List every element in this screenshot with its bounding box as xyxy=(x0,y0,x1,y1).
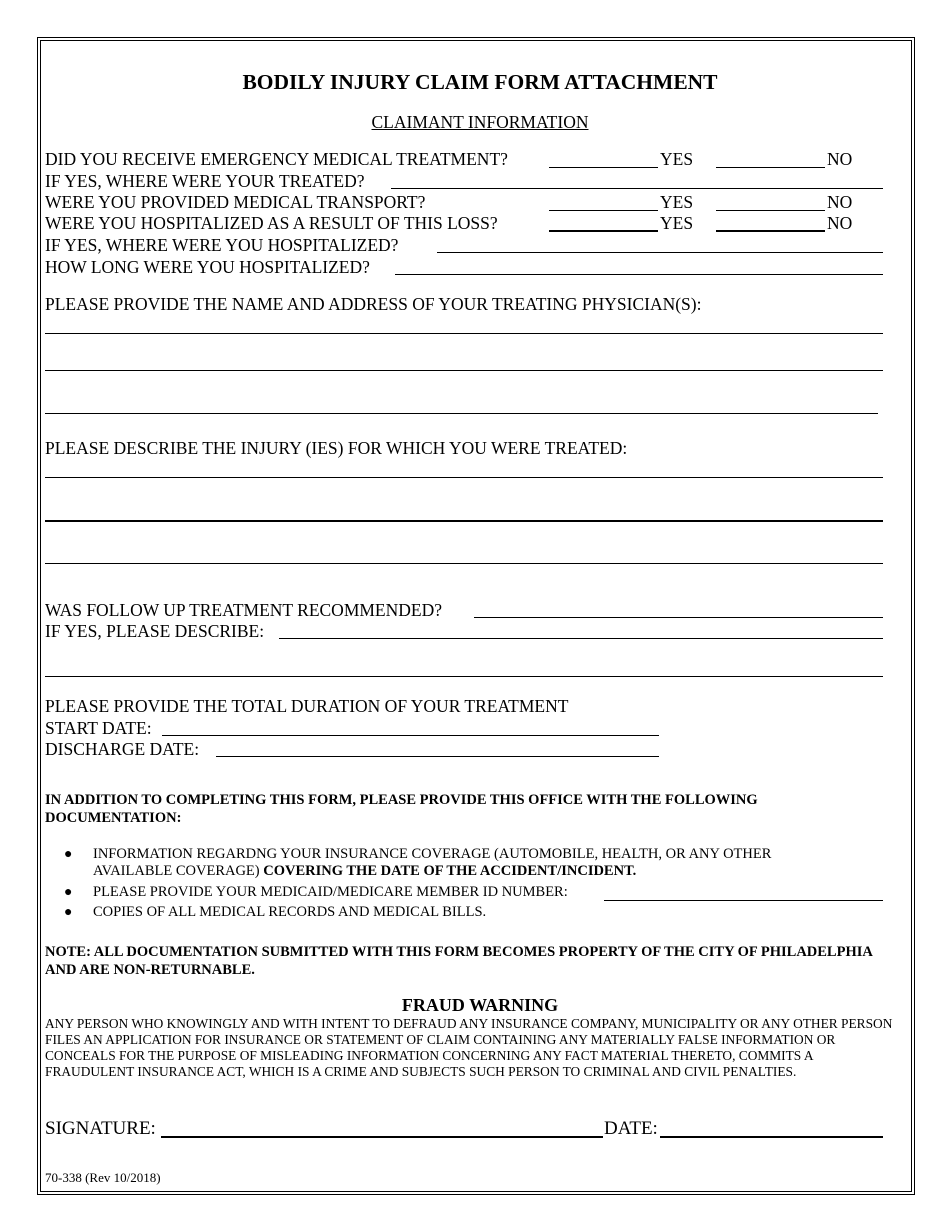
discharge-date-label: DISCHARGE DATE: xyxy=(45,739,200,759)
physicians-line-2[interactable] xyxy=(45,370,883,371)
signature-label: SIGNATURE: xyxy=(45,1118,156,1139)
transport-yes-field[interactable] xyxy=(549,210,658,211)
duration-question: PLEASE PROVIDE THE TOTAL DURATION OF YOUR TREATMENT xyxy=(45,696,569,716)
medicaid-id-field[interactable] xyxy=(604,900,883,901)
date-field[interactable] xyxy=(660,1136,883,1138)
where-treated-field[interactable] xyxy=(391,188,883,189)
hospitalized-question: WERE YOU HOSPITALIZED AS A RESULT OF THIS LOSS? xyxy=(45,213,498,233)
fraud-warning-heading: FRAUD WARNING xyxy=(401,995,559,1015)
hospitalized-yes-field[interactable] xyxy=(549,230,658,232)
form-number: 70-338 (Rev 10/2018) xyxy=(45,1170,161,1185)
follow-up-describe-line-2[interactable] xyxy=(45,676,883,677)
injuries-line-2[interactable] xyxy=(45,520,883,522)
follow-up-describe-question: IF YES, PLEASE DESCRIBE: xyxy=(45,621,265,641)
insurance-coverage-line-2 xyxy=(93,863,636,880)
injuries-line-1[interactable] xyxy=(45,477,883,478)
follow-up-field[interactable] xyxy=(474,617,883,618)
how-long-question: HOW LONG WERE YOU HOSPITALIZED? xyxy=(45,257,370,277)
physicians-line-3[interactable] xyxy=(45,413,878,414)
follow-up-question: WAS FOLLOW UP TREATMENT RECOMMENDED? xyxy=(45,600,442,620)
follow-up-describe-field[interactable] xyxy=(279,638,883,639)
insurance-coverage-normal: AVAILABLE COVERAGE) xyxy=(93,863,264,879)
fraud-warning-text: ANY PERSON WHO KNOWINGLY AND WITH INTENT TO DEFRAUD ANY INSURANCE COMPANY, MUNICIPALITY OR ANY OTHER PERSON FILES AN APPLICATION FOR INSURANCE OR STATEMENT OF CLAIM CONTAINING ANY MATERIALLY FALSE INFORMATION OR CONCEALS FOR THE PURPOSE OF MISLEADING INFORMATION CONCERNING ANY FACT MATERIAL THERETO, COMMITS A FRAUDULENT INSURANCE ACT, WHICH IS A CRIME AND SUBJECTS SUCH PERSON TO CRIMINAL AND CIVIL PENALTIES. xyxy=(45,1016,893,1079)
documentation-note: NOTE: ALL DOCUMENTATION SUBMITTED WITH THIS FORM BECOMES PROPERTY OF THE CITY OF PHILADELPHIA AND ARE NON-RETURNABLE. xyxy=(45,944,873,978)
date-label: DATE: xyxy=(604,1118,658,1139)
medical-records-item: COPIES OF ALL MEDICAL RECORDS AND MEDICAL BILLS. xyxy=(93,904,487,920)
where-hospitalized-field[interactable] xyxy=(437,252,883,253)
documentation-heading: IN ADDITION TO COMPLETING THIS FORM, PLEASE PROVIDE THIS OFFICE WITH THE FOLLOWING DOCUMENTATION: xyxy=(45,792,758,826)
insurance-coverage-line-1: INFORMATION REGARDNG YOUR INSURANCE COVERAGE (AUTOMOBILE, HEALTH, OR ANY OTHER xyxy=(93,846,772,862)
medicaid-id-label: PLEASE PROVIDE YOUR MEDICAID/MEDICARE MEMBER ID NUMBER: xyxy=(93,884,568,900)
bullet-icon: ● xyxy=(64,905,73,920)
start-date-label: START DATE: xyxy=(45,718,152,738)
form-title: BODILY INJURY CLAIM FORM ATTACHMENT xyxy=(242,70,718,94)
hospitalized-no-label: NO xyxy=(827,213,853,233)
physicians-question: PLEASE PROVIDE THE NAME AND ADDRESS OF YOUR TREATING PHYSICIAN(S): xyxy=(45,294,702,314)
transport-no-field[interactable] xyxy=(716,210,825,211)
emergency-no-label: NO xyxy=(827,149,853,169)
start-date-field[interactable] xyxy=(162,735,659,736)
physicians-line-1[interactable] xyxy=(45,333,883,334)
transport-no-label: NO xyxy=(827,192,853,212)
emergency-yes-field[interactable] xyxy=(549,167,658,168)
emergency-yes-label: YES xyxy=(660,149,694,169)
section-title: CLAIMANT INFORMATION xyxy=(371,112,589,132)
where-treated-question: IF YES, WHERE WERE YOUR TREATED? xyxy=(45,171,365,191)
transport-yes-label: YES xyxy=(660,192,694,212)
emergency-treatment-question: DID YOU RECEIVE EMERGENCY MEDICAL TREATMENT? xyxy=(45,149,508,169)
signature-field[interactable] xyxy=(161,1136,603,1138)
emergency-no-field[interactable] xyxy=(716,167,825,168)
where-hospitalized-question: IF YES, WHERE WERE YOU HOSPITALIZED? xyxy=(45,235,399,255)
bullet-icon: ● xyxy=(64,885,73,900)
injuries-line-3[interactable] xyxy=(45,563,883,564)
medical-transport-question: WERE YOU PROVIDED MEDICAL TRANSPORT? xyxy=(45,192,426,212)
hospitalized-no-field[interactable] xyxy=(716,230,825,232)
bullet-icon: ● xyxy=(64,847,73,862)
discharge-date-field[interactable] xyxy=(216,756,659,757)
injuries-question: PLEASE DESCRIBE THE INJURY (IES) FOR WHICH YOU WERE TREATED: xyxy=(45,438,628,458)
how-long-field[interactable] xyxy=(395,274,883,275)
insurance-coverage-bold: COVERING THE DATE OF THE ACCIDENT/INCIDENT. xyxy=(263,863,637,879)
hospitalized-yes-label: YES xyxy=(660,213,694,233)
